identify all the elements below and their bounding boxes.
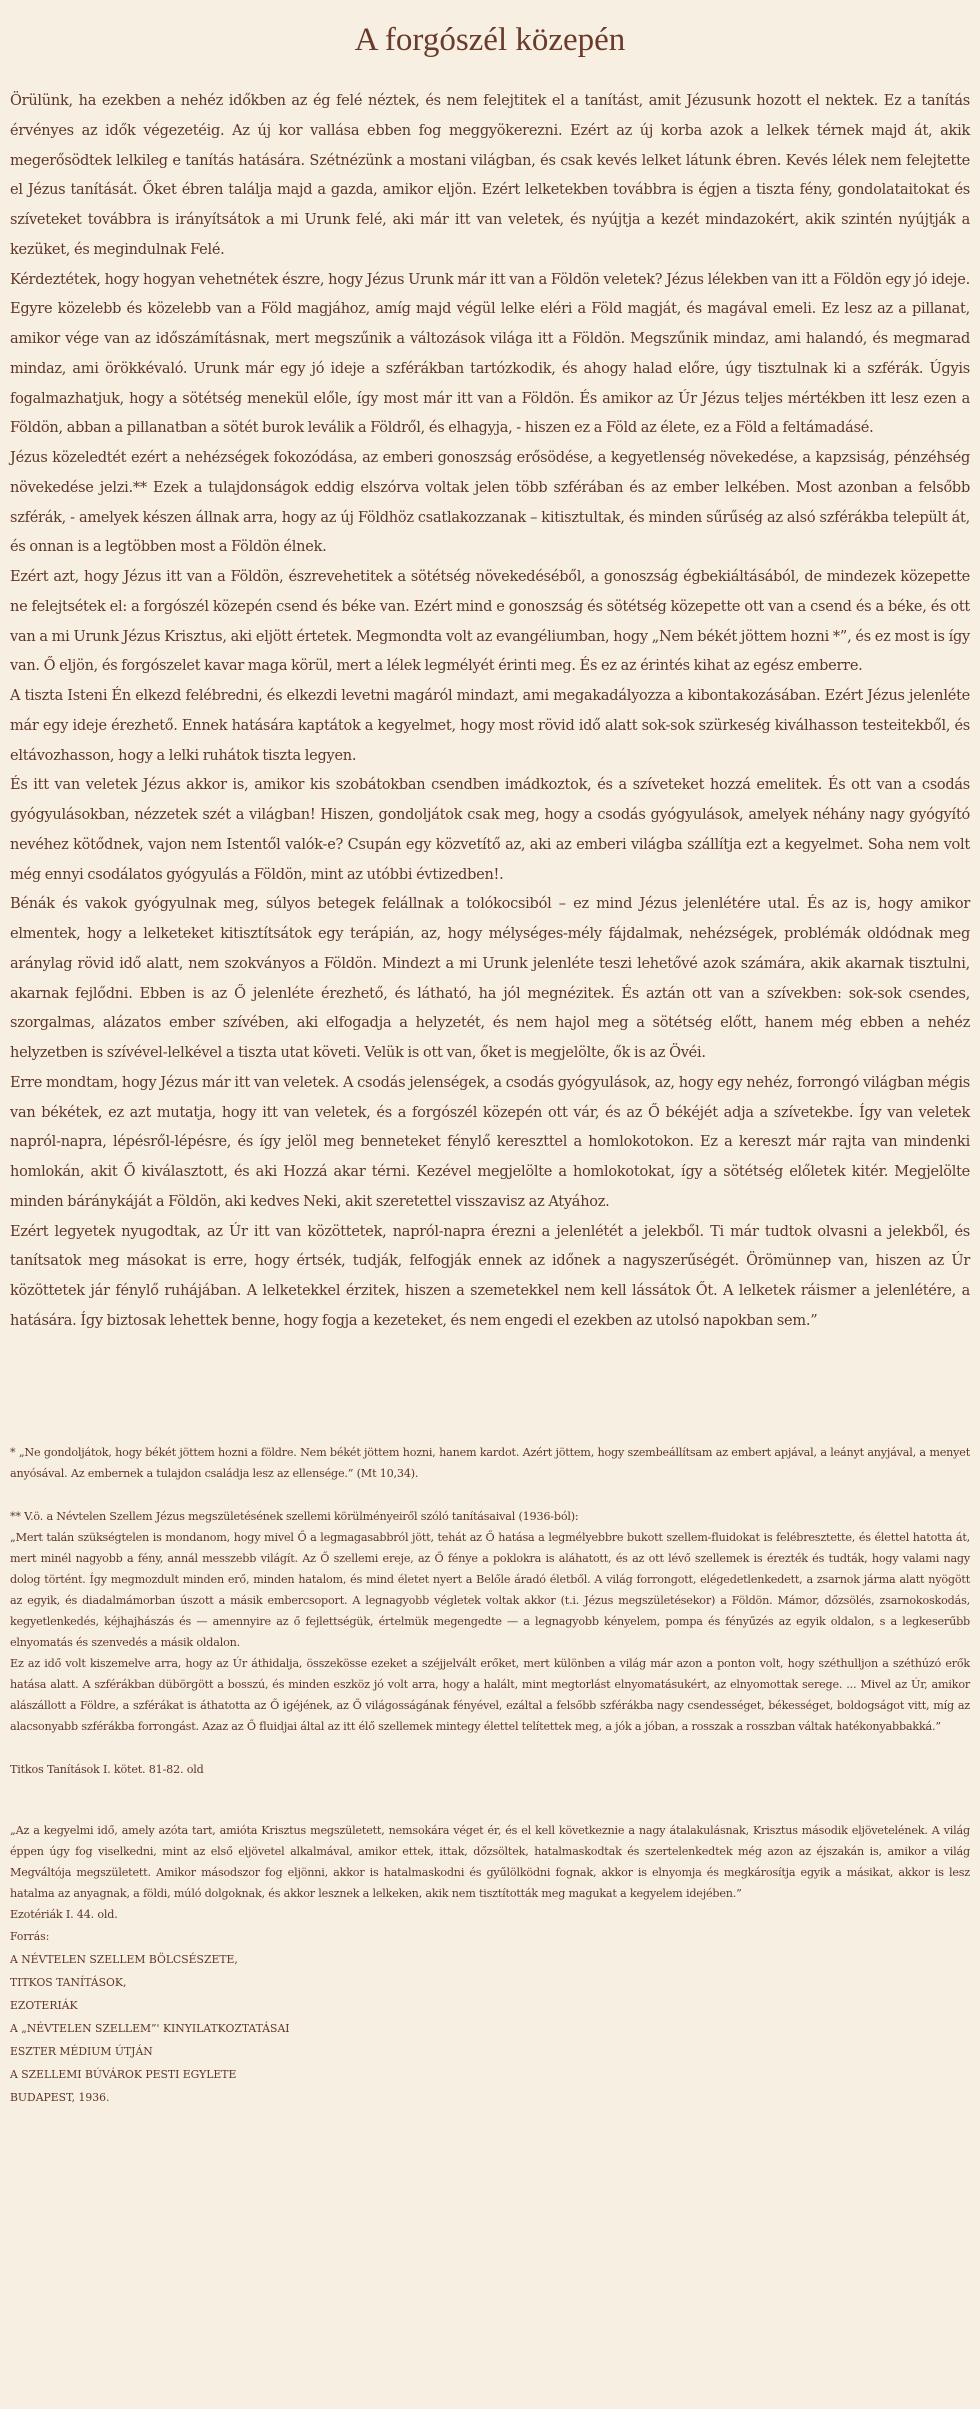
paragraph: Ezért legyetek nyugodtak, az Úr itt van közöttetek, napról-napra érezni a jelenlétét a jelekből. Ti már tudtok olvasni a jelekből, és tanítsatok meg másokat is erre, hogy értsék, tudják, felfogják ennek az időnek a nagyszerűségét. Örömünnep van, hiszen az Úr közöttetek jár fénylő ruhájában. A lelketekkel érzitek, hiszen a szemetekkel nem kell lássátok Őt. A lelketek ráismer a jelenlétére, a hatására. Így biztosak lehettek benne, hogy fogja a kezeteket, és nem engedi el ezekben az utolsó napokban sem.” bbox=[10, 1223, 970, 1329]
paragraph: A tiszta Isteni Én elkezd felébredni, és elkezdi levetni magáról mindazt, ami megakadályozza a kibontakozásában. Ezért Jézus jelenléte már egy ideje érezhető. Ennek hatására kaptátok a kegyelmet, hogy most rövid idő alatt sok-sok szürkeség kiválhasson testeitekből, és eltávozhasson, hogy a lelki ruhátok tiszta legyen. bbox=[10, 688, 970, 764]
source-line: A „NÉVTELEN SZELLEM”' KINYILATKOZTATÁSAI bbox=[10, 2021, 290, 2035]
second-quote: „Az a kegyelmi idő, amely azóta tart, amióta Krisztus megszületett, nemsokára véget ér, és el kell következnie a nagy átalakulásnak, Krisztus második eljövetelének. A világ éppen úgy fog viselkedni, mint az első eljövetel alkalmával, amikor ettek, ittak, dőzsöltek, hatalmaskodtak és szertelenkedtek még azon az éjszakán is, amikor a világ Megváltója megszületett. Amikor másodszor fog eljönni, akkor is hatalmaskodni és gyűlölködni fognak, akkor is elnyomja és megkárosítja egyik a másikat, akkor is lesz hatalma az anyagnak, a földi, múló dolgoknak, és akkor lesznek a lelkeken, akik nem tisztították meg magukat a kegyelem idejében.” bbox=[10, 1823, 970, 1900]
page-title: A forgószél közepén bbox=[354, 22, 626, 58]
sources-label: Forrás: bbox=[10, 1929, 50, 1943]
paragraph: Ezért azt, hogy Jézus itt van a Földön, észrevehetitek a sötétség növekedéséből, a gonoszság égbekiáltásából, de mindezek közepette ne felejtsétek el: a forgószél közepén csend és béke van. Ezért mind e gonoszság és sötétség közepette ott van a csend és a béke, és ott van a mi Urunk Jézus Krisztus, aki eljött értetek. Megmondta volt az evangéliumban, hogy „Nem békét jöttem hozni *”, és ez most is így van. Ő eljön, és forgószelet kavar maga körül, mert a lélek legmélyét érinti meg. És ez az érintés kihat az egész emberre. bbox=[10, 569, 970, 675]
footnote-quote: „Mert talán szükségtelen is mondanom, hogy mivel Ő a legmagasabbról jött, tehát az Ő hatása a legmélyebbre bukott szellem-fluidokat is felébresztette, és élettel hatotta át, mert minél nagyobb a fény, annál messzebb világít. Az Ő szellemi ereje, az Ő fénye a poklokra is aláhatott, és az ott lévő szellemek is érezték és tudták, hogy valami nagy dolog történt. Így megmozdult minden erő, minden hatalom, és mind életet nyert a Belőle áradó életből. A világ forrongott, elégedetlenkedett, a zsarnok járma alatt nyögött az egyik, és diadalmámorban úszott a másik embercsoport. A legnagyobb végletek voltak akkor (t.i. Jézus megszületésekor) a Földön. Mámor, dőzsölés, zsarnokoskodás, kegyetlenkedés, kéjhajhászás és — amennyire az ő fejlettségük, értelmük megengedte — a legnagyobb kényelem, pompa és fényűzés az egyik oldalon, s a legkeserűbb elnyomatás és szenvedés a másik oldalon. bbox=[10, 1530, 970, 1649]
main-text bbox=[10, 87, 970, 1337]
source-line: ESZTER MÉDIUM ÚTJÁN bbox=[10, 2044, 153, 2058]
footnote-double-star-intro: ** V.ö. a Névtelen Szellem Jézus megszületésének szellemi körülményeiről szóló tanításaival (1936-ból): bbox=[10, 1509, 579, 1523]
footnote-quote: Ez az idő volt kiszemelve arra, hogy az Úr áthidalja, összekösse ezeket a széjjelvált erőket, mert különben a világ már azon a ponton volt, hogy széthulljon a széthúzó erők hatása alatt. A szférákban dübörgött a bosszú, és minden eszköz jó volt arra, hogy a halált, mint megtorlást elnyomatásukért, az elnyomottak serege. ... Mivel az Úr, amikor alászállott a Földre, a szférákat is áthatotta az Ő igéjének, az Ő világosságának fényével, ezáltal a felsőbb szférákba nagy csendességet, békességet, boldogságot vitt, míg az alacsonyabb szférákba forrongást. Azaz az Ő fluidjai által az itt élő szellemek mintegy élettel telítettek meg, a jók a jóban, a rosszak a rosszban váltak hatékonyabbakká.” bbox=[10, 1656, 970, 1733]
source-line: BUDAPEST, 1936. bbox=[10, 2090, 110, 2104]
source-line: TITKOS TANÍTÁSOK, bbox=[10, 1975, 127, 1989]
footnotes bbox=[10, 1442, 970, 2109]
sources-block bbox=[10, 1925, 970, 2109]
source-line: A SZELLEMI BÚVÁROK PESTI EGYLETE bbox=[10, 2067, 237, 2081]
paragraph: Jézus közeledtét ezért a nehézségek fokozódása, az emberi gonoszság erősödése, a kegyetlenség növekedése, a kapzsiság, pénzéhség növekedése jelzi.** Ezek a tulajdonságok eddig elszórva voltak jelen több szférában és az ember lelkében. Most azonban a felsőbb szférák, - amelyek készen állnak arra, hogy az új Földhöz csatlakozzanak – kitisztultak, és minden sűrűség az alsó szférákba települt át, és onnan is a legtöbben most a Földön élnek. bbox=[10, 450, 970, 556]
footnote-source: Titkos Tanítások I. kötet. 81-82. old bbox=[10, 1762, 204, 1776]
paragraph: Bénák és vakok gyógyulnak meg, súlyos betegek felállnak a tolókocsiból – ez mind Jézus jelenlétére utal. És az is, hogy amikor elmentek, hogy a lelketeket kitisztítsátok egy terápián, az, hogy mélységes-mély fájdalmak, nehézségek, problémák oldódnak meg aránylag rövid idő alatt, nem szokványos a Földön. Mindezt a mi Urunk jelenléte teszi lehetővé azok számára, akik akarnak tisztulni, akarnak fejlődni. Ebben is az Ő jelenléte érezhető, és látható, ha jól megnézitek. És aztán ott van a szívekben: sok-sok csendes, szorgalmas, alázatos ember szívében, aki elfogadja a helyzetét, és nem hajol meg a sötétség előtt, hanem még ebben a nehéz helyzetben is szívével-lelkével a tiszta utat követi. Velük is ott van, őket is megjelölte, ők is az Övéi. bbox=[10, 896, 970, 1061]
paragraph: Kérdeztétek, hogy hogyan vehetnétek észre, hogy Jézus Urunk már itt van a Földön veletek? Jézus lélekben van itt a Földön egy jó ideje. Egyre közelebb és közelebb van a Föld magjához, amíg majd végül lelke eléri a Föld magját, és magával emeli. Ez lesz az a pillanat, amikor vége van az időszámításnak, mert megszűnik a változások világa itt a Földön. Megszűnik mindaz, ami halandó, és megmarad mindaz, ami örökkévaló. Urunk már egy jó ideje a szférákban tartózkodik, és ahogy halad előre, úgy tisztulnak ki a szférák. Úgyis fogalmazhatjuk, hogy a sötétség menekül előle, így most már itt van a Földön. És amikor az Úr Jézus teljes mértékben itt lesz ezen a Földön, abban a pillanatban a sötét burok leválik a Földről, és elhagyja, - hiszen ez a Föld az élete, ez a Föld a feltámadásé. bbox=[10, 271, 970, 437]
paragraph: És itt van veletek Jézus akkor is, amikor kis szobátokban csendben imádkoztok, és a szíveteket hozzá emelitek. És ott van a csodás gyógyulásokban, nézzetek szét a világban! Hiszen, gondoljátok csak meg, hogy a csodás gyógyulások, amelyek néhány nagy gyógyító nevéhez kötődnek, vajon nem Istentől valók-e? Csupán egy közvetítő az, aki az emberi világba szállítja ezt a kegyelmet. Soha nem volt még ennyi csodálatos gyógyulás a Földön, mint az utóbbi évtizedben!. bbox=[10, 777, 970, 883]
paragraph: Erre mondtam, hogy Jézus már itt van veletek. A csodás jelenségek, a csodás gyógyulások, az, hogy egy nehéz, forrongó világban mégis van békétek, ez azt mutatja, hogy itt van veletek, és a forgószél közepén ott vár, és az Ő békéjét adja a szívetekbe. Így van veletek napról-napra, lépésről-lépésre, és így jelöl meg benneteket fénylő kereszttel a homlokotokon. Ez a kereszt már rajta van mindenki homlokán, akit Ő kiválasztott, és aki Hozzá akar térni. Kezével megjelölte a homlokotokat, így a sötétség előletek kitér. Megjelölte minden báránykáját a Földön, aki kedves Neki, akit szeretettel visszavisz az Atyához. bbox=[10, 1074, 970, 1210]
footnote-single-star: * „Ne gondoljátok, hogy békét jöttem hozni a földre. Nem békét jöttem hozni, hanem kardot. Azért jöttem, hogy szembeállítsam az embert apjával, a leányt anyjával, a menyet anyósával. Az embernek a tulajdon családja lesz az ellensége.” (Mt 10,34). bbox=[10, 1445, 970, 1480]
source-line: A NÉVTELEN SZELLEM BÖLCSÉSZETE, bbox=[10, 1952, 238, 1966]
paragraph: Örülünk, ha ezekben a nehéz időkben az ég felé néztek, és nem felejtitek el a tanítást, amit Jézusunk hozott el nektek. Ez a tanítás érvényes az idők végezetéig. Az új kor vallása ebben fog meggyökerezni. Ezért az új korba azok a lelkek térnek majd át, akik megerősödtek lelkileg e tanítás hatására. Szétnézünk a mostani világban, és csak kevés lelket látunk ébren. Kevés lélek nem felejtette el Jézus tanítását. Őket ébren találja majd a gazda, amikor eljön. Ezért lelketekben továbbra is égjen a tiszta fény, gondolataitokat és szíveteket továbbra is irányítsátok a mi Urunk felé, aki már itt van veletek, és nyújtja a kezét mindazokért, akik szintén nyújtják a kezüket, és megindulnak Felé. bbox=[10, 93, 970, 258]
source-line: EZOTERIÁK bbox=[10, 1998, 78, 2012]
second-quote-source: Ezotériák I. 44. old. bbox=[10, 1907, 118, 1921]
